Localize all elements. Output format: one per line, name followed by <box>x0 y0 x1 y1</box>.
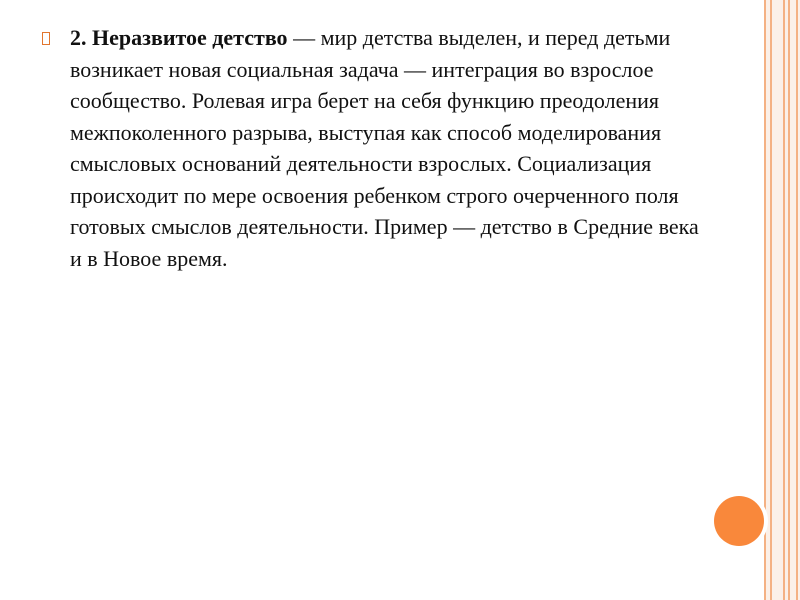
paragraph-body: — мир детства выделен, и перед детьми возникает новая социальная задача — интеграция во взрослое сообщество. Ролевая игра берет на себя функцию преодоления межпоколенного разрыва, выступая как способ моделирования смысловых оснований деятельности взрослых. Социализация происходит по мере освоения ребенком строго очерченного поля готовых смыслов деятельности. Пример — детство в Средние века и в Новое время. <box>70 25 699 271</box>
decorative-line <box>783 0 785 600</box>
bullet-paragraph <box>70 22 702 274</box>
decorative-line <box>788 0 790 600</box>
decorative-line <box>770 0 772 600</box>
decorative-line <box>796 0 798 600</box>
bullet-item <box>42 22 702 274</box>
orange-circle-decoration <box>714 496 764 546</box>
slide-content <box>42 22 702 274</box>
square-bullet-icon <box>42 22 70 57</box>
decorative-line <box>764 0 766 600</box>
paragraph-lead-bold: 2. Неразвитое детство <box>70 25 288 50</box>
